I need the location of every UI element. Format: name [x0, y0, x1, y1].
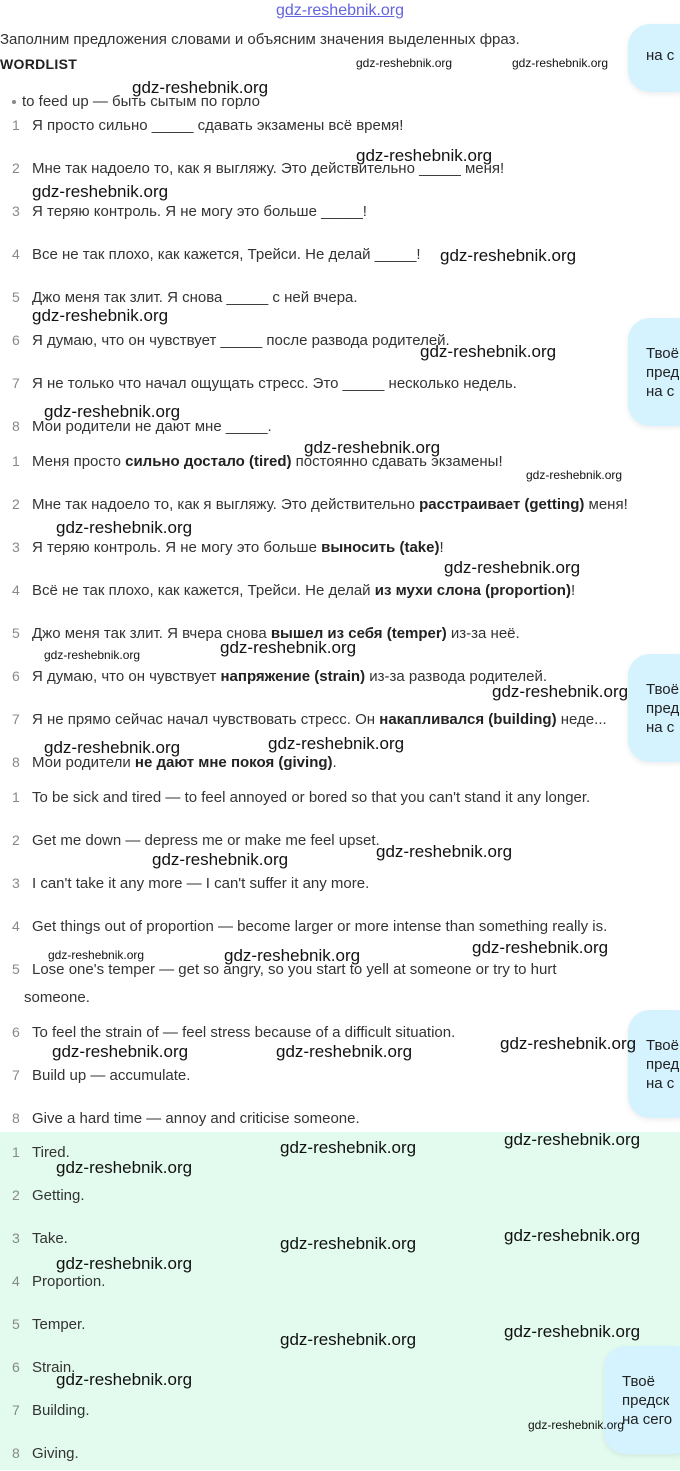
watermark: gdz-reshebnik.org	[44, 738, 181, 757]
answer-row	[0, 1445, 680, 1471]
watermark: gdz-reshebnik.org	[48, 948, 145, 962]
bubble-line: пред	[646, 364, 680, 381]
exercise-row	[0, 203, 680, 229]
watermark: gdz-reshebnik.org	[56, 1370, 193, 1389]
watermark: gdz-reshebnik.org	[528, 1418, 625, 1432]
watermark: gdz-reshebnik.org	[56, 1158, 193, 1177]
watermark: gdz-reshebnik.org	[268, 734, 405, 753]
watermark: gdz-reshebnik.org	[444, 558, 581, 577]
definition-row	[0, 1067, 680, 1093]
highlighted-phrase: расстраивает (getting)	[419, 496, 585, 513]
watermark: gdz-reshebnik.org	[132, 78, 269, 97]
row-number: 4	[12, 582, 20, 598]
bullet-icon	[12, 100, 16, 104]
watermark: gdz-reshebnik.org	[280, 1138, 417, 1157]
answer-row	[0, 1187, 680, 1213]
row-text: Джо меня так злит. Я снова _____ с ней вчера.	[32, 289, 358, 306]
row-number: 8	[12, 1445, 20, 1461]
exercise-row	[0, 375, 680, 401]
bubble-line: Твоё	[646, 681, 679, 698]
watermark: gdz-reshebnik.org	[304, 438, 441, 457]
bubble-line: предск	[622, 1392, 670, 1409]
bubble-line: на с	[646, 383, 675, 400]
row-number: 1	[12, 789, 20, 805]
row-number: 2	[12, 160, 20, 176]
row-text: Джо меня так злит. Я вчера снова вышел из себя (temper) из-за неё.	[32, 625, 520, 642]
highlighted-phrase: из мухи слона (proportion)	[374, 582, 571, 599]
row-text: Strain.	[32, 1359, 76, 1376]
watermark: gdz-reshebnik.org	[526, 468, 623, 482]
watermark: gdz-reshebnik.org	[32, 182, 169, 201]
row-number: 3	[12, 1230, 20, 1246]
definition-row	[0, 832, 680, 858]
row-number: 8	[12, 418, 20, 434]
row-text: Я думаю, что он чувствует _____ после развода родителей.	[32, 332, 450, 349]
row-text: To be sick and tired — to feel annoyed or bored so that you can't stand it any longer.	[32, 789, 591, 806]
row-number: 5	[12, 961, 20, 977]
watermark: gdz-reshebnik.org	[32, 306, 169, 325]
row-text: Я не прямо сейчас начал чувствовать стресс. Он накапливался (building) неде...	[32, 711, 607, 728]
watermark: gdz-reshebnik.org	[280, 1234, 417, 1253]
row-number: 3	[12, 875, 20, 891]
chat-bubble[interactable]	[628, 24, 680, 92]
row-number: 2	[12, 832, 20, 848]
row-number: 7	[12, 711, 20, 727]
row-text: Мои родители не дают мне _____.	[32, 418, 272, 435]
row-text: Я теряю контроль. Я не могу это больше _____!	[32, 203, 367, 220]
wordlist-heading: WORDLIST	[0, 56, 78, 72]
watermark: gdz-reshebnik.org	[44, 648, 141, 662]
watermark: gdz-reshebnik.org	[376, 842, 513, 861]
row-number: 6	[12, 1359, 20, 1375]
row-number: 6	[12, 668, 20, 684]
watermark: gdz-reshebnik.org	[280, 1330, 417, 1349]
highlighted-phrase: напряжение (strain)	[220, 668, 366, 685]
site-link[interactable]: gdz-reshebnik.org	[275, 2, 405, 19]
watermark: gdz-reshebnik.org	[220, 638, 357, 657]
row-number: 5	[12, 1316, 20, 1332]
row-text: Temper.	[32, 1316, 86, 1333]
bubble-line: Твоё	[646, 345, 679, 362]
exercise-row	[0, 246, 680, 272]
row-text: Build up — accumulate.	[32, 1067, 191, 1084]
row-number: 2	[12, 1187, 20, 1203]
row-number: 7	[12, 1402, 20, 1418]
row-number: 3	[12, 203, 20, 219]
watermark: gdz-reshebnik.org	[504, 1226, 641, 1245]
row-number: 1	[12, 453, 20, 469]
row-text: Мне так надоело то, как я выгляжу. Это действительно расстраивает (getting) меня!	[32, 496, 628, 513]
watermark: gdz-reshebnik.org	[356, 146, 493, 165]
row-text: Lose one's temper — get so angry, so you start to yell at someone or try to hurt	[32, 961, 557, 978]
row-number: 6	[12, 1024, 20, 1040]
row-number: 4	[12, 246, 20, 262]
row-text: To feel the strain of — feel stress because of a difficult situation.	[32, 1024, 456, 1041]
row-text: Get things out of proportion — become larger or more intense than something really is.	[32, 918, 608, 935]
row-number: 8	[12, 1110, 20, 1126]
row-text: Мои родители не дают мне покоя (giving).	[32, 754, 337, 771]
row-text: Take.	[32, 1230, 68, 1247]
watermark: gdz-reshebnik.org	[500, 1034, 637, 1053]
bubble-line: на с	[646, 1075, 675, 1092]
bubble-line: на с	[646, 719, 675, 736]
watermark: gdz-reshebnik.org	[44, 402, 181, 421]
row-number: 1	[12, 1144, 20, 1160]
watermark: gdz-reshebnik.org	[276, 1042, 413, 1061]
row-number: 3	[12, 539, 20, 555]
row-text: I can't take it any more — I can't suffer it any more.	[32, 875, 370, 892]
answer-row	[0, 1273, 680, 1299]
row-number: 8	[12, 754, 20, 770]
highlighted-phrase: выносить (take)	[321, 539, 440, 556]
bubble-line: на с	[646, 47, 675, 64]
exercise-row	[0, 332, 680, 358]
watermark: gdz-reshebnik.org	[504, 1322, 641, 1341]
row-number: 1	[12, 117, 20, 133]
row-text: Give a hard time — annoy and criticise someone.	[32, 1110, 360, 1127]
row-text: Меня просто сильно достало (tired) постоянно сдавать экзамены!	[32, 453, 503, 470]
row-text: Я теряю контроль. Я не могу это больше выносить (take)!	[32, 539, 444, 556]
wordlist-item-text: to feed up — быть сытым по горло	[22, 93, 260, 110]
instruction-text: Заполним предложения словами и объясним значения выделенных фраз.	[0, 31, 520, 48]
row-text: Я не только что начал ощущать стресс. Это _____ несколько недель.	[32, 375, 517, 392]
row-text: Proportion.	[32, 1273, 106, 1290]
highlighted-phrase: накапливался (building)	[379, 711, 557, 728]
row-text: Я просто сильно _____ сдавать экзамены всё время!	[32, 117, 404, 134]
row-number: 2	[12, 496, 20, 512]
watermark: gdz-reshebnik.org	[56, 1254, 193, 1273]
row-text: Building.	[32, 1402, 90, 1419]
row-text: Tired.	[32, 1144, 70, 1161]
row-number: 5	[12, 289, 20, 305]
watermark: gdz-reshebnik.org	[492, 682, 629, 701]
bubble-line: Твоё	[646, 1037, 679, 1054]
row-text: someone.	[24, 989, 90, 1006]
translation-row	[0, 582, 680, 608]
watermark: gdz-reshebnik.org	[420, 342, 557, 361]
bubble-line: на сего	[622, 1411, 673, 1428]
row-text: Всё не так плохо, как кажется, Трейси. Не делай из мухи слона (proportion)!	[32, 582, 576, 599]
bubble-line: Твоё	[622, 1373, 655, 1390]
watermark: gdz-reshebnik.org	[440, 246, 577, 265]
definition-row-continuation	[0, 989, 680, 1015]
highlighted-phrase: сильно достало (tired)	[125, 453, 292, 470]
watermark: gdz-reshebnik.org	[356, 56, 453, 70]
row-text: Get me down — depress me or make me feel upset.	[32, 832, 380, 849]
definition-row	[0, 875, 680, 901]
row-number: 4	[12, 1273, 20, 1289]
row-text: Все не так плохо, как кажется, Трейси. Не делай _____!	[32, 246, 421, 263]
bubble-line: пред	[646, 1056, 680, 1073]
row-text: Я думаю, что он чувствует напряжение (strain) из-за развода родителей.	[32, 668, 548, 685]
row-text: Getting.	[32, 1187, 85, 1204]
highlighted-phrase: не дают мне покоя (giving)	[134, 754, 333, 771]
chat-bubble[interactable]	[604, 1346, 680, 1454]
row-number: 6	[12, 332, 20, 348]
watermark: gdz-reshebnik.org	[504, 1130, 641, 1149]
highlighted-phrase: вышел из себя (temper)	[270, 625, 447, 642]
row-number: 5	[12, 625, 20, 641]
exercise-row	[0, 117, 680, 143]
watermark: gdz-reshebnik.org	[512, 56, 609, 70]
bubble-line: пред	[646, 700, 680, 717]
watermark: gdz-reshebnik.org	[224, 946, 361, 965]
watermark: gdz-reshebnik.org	[56, 518, 193, 537]
chat-bubble[interactable]	[628, 318, 680, 426]
row-number: 7	[12, 375, 20, 391]
row-number: 7	[12, 1067, 20, 1083]
chat-bubble[interactable]	[628, 654, 680, 762]
row-number: 4	[12, 918, 20, 934]
watermark: gdz-reshebnik.org	[152, 850, 289, 869]
row-text: Giving.	[32, 1445, 79, 1462]
watermark: gdz-reshebnik.org	[472, 938, 609, 957]
row-text: Мне так надоело то, как я выгляжу. Это действительно _____ меня!	[32, 160, 505, 177]
chat-bubble[interactable]	[628, 1010, 680, 1118]
definition-row	[0, 789, 680, 815]
watermark: gdz-reshebnik.org	[52, 1042, 189, 1061]
